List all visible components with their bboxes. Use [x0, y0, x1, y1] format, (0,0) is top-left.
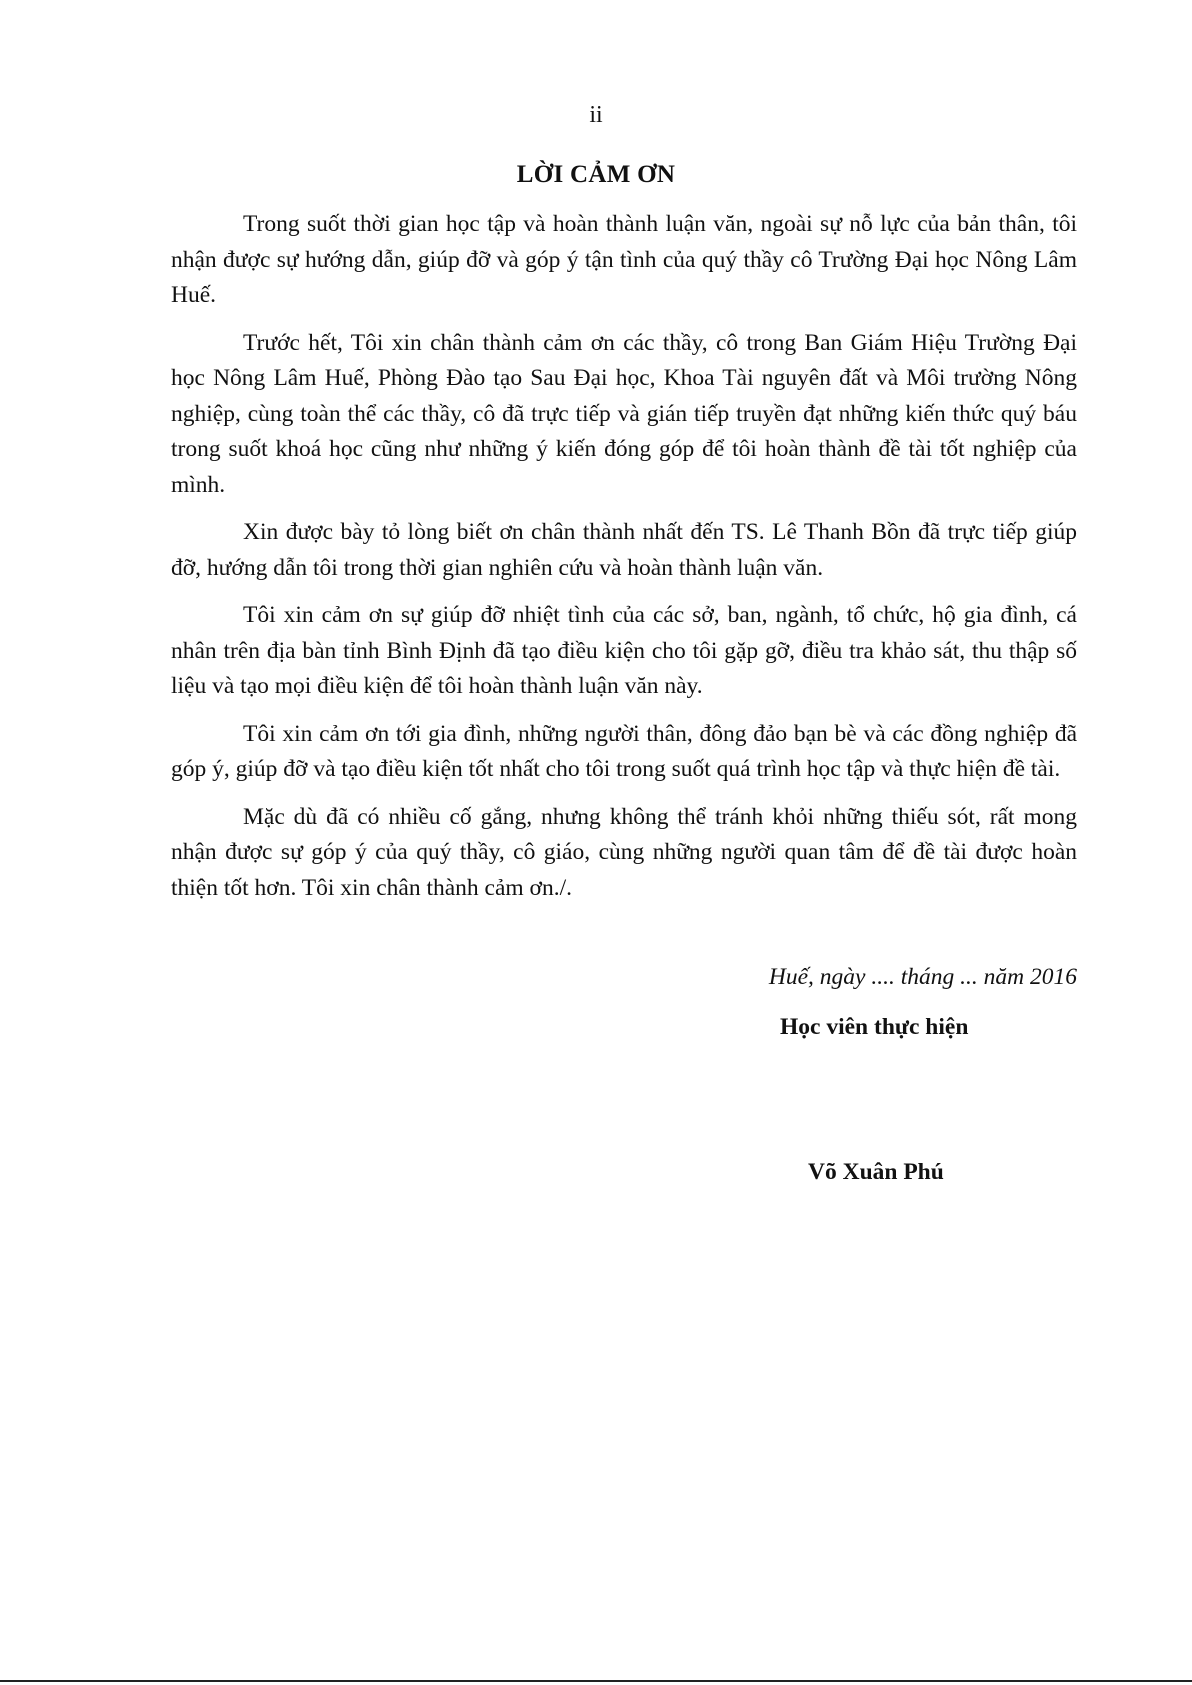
acknowledgement-body: [171, 207, 1077, 918]
paragraph-2: Trước hết, Tôi xin chân thành cảm ơn các thầy, cô trong Ban Giám Hiệu Trường Đại học Nông Lâm Huế, Phòng Đào tạo Sau Đại học, Khoa Tài nguyên đất và Môi trường Nông nghiệp, cùng toàn thể các thầy, cô đã trực tiếp và gián tiếp truyền đạt những kiến thức quý báu trong suốt khoá học cũng như những ý kiến đóng góp để tôi hoàn thành đề tài tốt nghiệp của mình.: [171, 329, 1077, 498]
signature-name: Võ Xuân Phú: [808, 1159, 944, 1185]
page-bottom-border: [0, 1680, 1192, 1682]
paragraph-6: Mặc dù đã có nhiều cố gắng, nhưng không thể tránh khỏi những thiếu sót, rất mong nhận được sự góp ý của quý thầy, cô giáo, cùng những người quan tâm để đề tài được hoàn thiện tốt hơn. Tôi xin chân thành cảm ơn./.: [171, 803, 1077, 901]
paragraph-3: Xin được bày tỏ lòng biết ơn chân thành nhất đến TS. Lê Thanh Bồn đã trực tiếp giúp đỡ, hướng dẫn tôi trong thời gian nghiên cứu và hoàn thành luận văn.: [171, 519, 1077, 581]
signature-role: Học viên thực hiện: [780, 1014, 969, 1040]
page-number: ii: [589, 102, 603, 128]
paragraph-1: Trong suốt thời gian học tập và hoàn thành luận văn, ngoài sự nỗ lực của bản thân, tôi nhận được sự hướng dẫn, giúp đỡ và góp ý tận tình của quý thầy cô Trường Đại học Nông Lâm Huế.: [171, 211, 1077, 308]
paragraph-5: Tôi xin cảm ơn tới gia đình, những người thân, đông đảo bạn bè và các đồng nghiệp đã góp ý, giúp đỡ và tạo điều kiện tốt nhất cho tôi trong suốt quá trình học tập và thực hiện đề tài.: [171, 720, 1077, 782]
signature-date: Huế, ngày .... tháng ... năm 2016: [768, 964, 1077, 990]
paragraph-4: Tôi xin cảm ơn sự giúp đỡ nhiệt tình của các sở, ban, ngành, tổ chức, hộ gia đình, cá nhân trên địa bàn tỉnh Bình Định đã tạo điều kiện cho tôi gặp gỡ, điều tra khảo sát, thu thập số liệu và tạo mọi điều kiện để tôi hoàn thành luận văn này.: [171, 602, 1077, 699]
page-title: LỜI CẢM ƠN: [516, 161, 676, 188]
